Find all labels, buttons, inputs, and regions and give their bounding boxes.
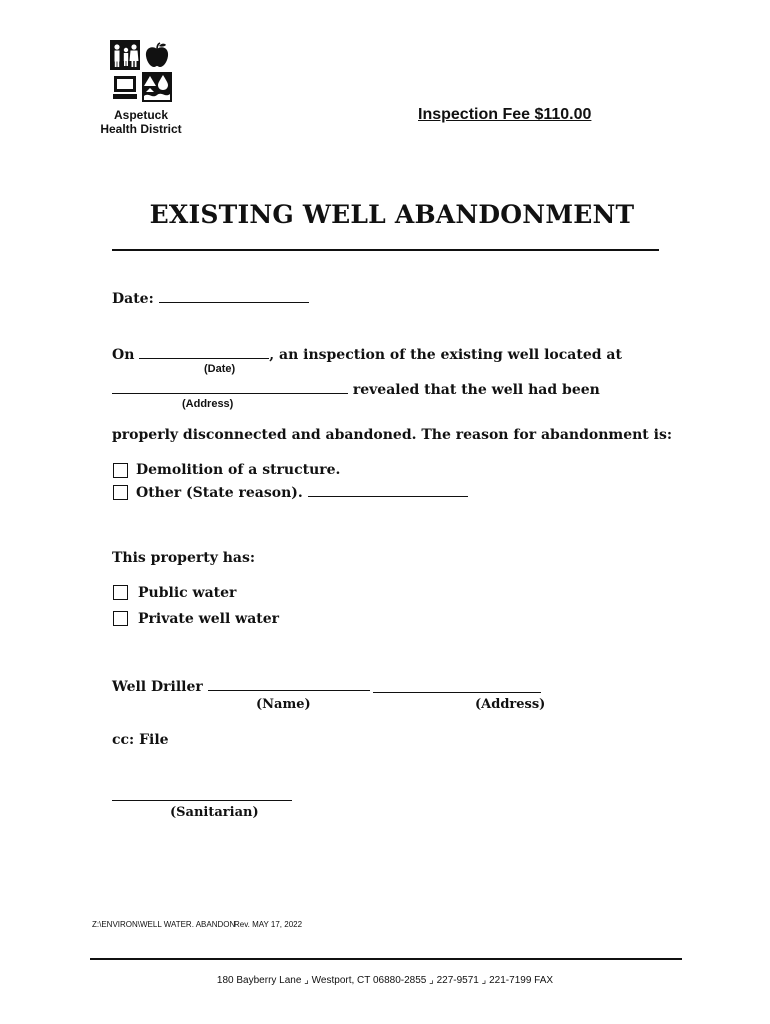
sanitarian-wrap bbox=[112, 788, 292, 806]
revision-date: Rev. MAY 17, 2022 bbox=[234, 920, 303, 929]
district-logo bbox=[110, 40, 172, 102]
nature-icon bbox=[142, 72, 172, 102]
apple-icon bbox=[142, 40, 172, 70]
cc-file: cc: File bbox=[112, 732, 169, 748]
driller-name-field[interactable] bbox=[208, 678, 370, 691]
org-name bbox=[90, 108, 192, 136]
date-hint: (Date) bbox=[204, 363, 236, 375]
org-name-line1: Aspetuck bbox=[113, 108, 169, 122]
sanitarian-signature-field[interactable] bbox=[112, 788, 292, 801]
other-reason-field[interactable] bbox=[308, 484, 468, 497]
date-field[interactable] bbox=[159, 290, 309, 303]
other-reason-line bbox=[136, 484, 468, 501]
page-title: EXISTING WELL ABANDONMENT bbox=[149, 200, 635, 229]
computer-icon bbox=[110, 72, 140, 102]
date-label: Date: bbox=[112, 291, 154, 307]
inspection-text: , an inspection of the existing well located at bbox=[269, 347, 622, 363]
address-line bbox=[112, 381, 600, 398]
public-water-checkbox[interactable] bbox=[113, 585, 128, 600]
revealed-text: revealed that the well had been bbox=[352, 382, 600, 398]
inspection-date-field[interactable] bbox=[139, 346, 269, 359]
on-label: On bbox=[112, 347, 135, 363]
demolition-checkbox[interactable] bbox=[113, 463, 128, 478]
title-divider bbox=[112, 249, 659, 251]
driller-address-field[interactable] bbox=[373, 680, 541, 693]
date-line bbox=[112, 290, 309, 307]
file-path: Z:\ENVIRON\WELL WATER. ABANDON bbox=[92, 920, 236, 929]
properly-text: properly disconnected and abandoned. The reason for abandonment is: bbox=[112, 427, 672, 443]
driller-name-hint: (Name) bbox=[256, 697, 311, 712]
sanitarian-hint: (Sanitarian) bbox=[170, 805, 259, 820]
demolition-label: Demolition of a structure. bbox=[136, 462, 341, 478]
org-name-line2: Health District bbox=[100, 122, 182, 136]
inspection-line bbox=[112, 346, 622, 363]
inspection-fee: Inspection Fee $110.00 bbox=[418, 106, 592, 123]
address-hint: (Address) bbox=[182, 398, 234, 410]
footer-address: 180 Bayberry Lane ⌟ Westport, CT 06880-2855 ⌟ 227-9571 ⌟ 221-7199 FAX bbox=[216, 975, 554, 986]
well-driller-line bbox=[112, 678, 370, 695]
property-label: This property has: bbox=[112, 550, 256, 566]
family-icon bbox=[110, 40, 140, 70]
other-reason-checkbox[interactable] bbox=[113, 485, 128, 500]
driller-address-wrap bbox=[373, 680, 541, 698]
address-field[interactable] bbox=[112, 381, 348, 394]
other-reason-label: Other (State reason). bbox=[136, 485, 303, 501]
driller-address-hint: (Address) bbox=[475, 697, 546, 712]
private-well-checkbox[interactable] bbox=[113, 611, 128, 626]
public-water-label: Public water bbox=[138, 585, 237, 601]
private-well-label: Private well water bbox=[138, 611, 280, 627]
footer-divider bbox=[90, 958, 682, 960]
well-driller-label: Well Driller bbox=[112, 679, 203, 695]
